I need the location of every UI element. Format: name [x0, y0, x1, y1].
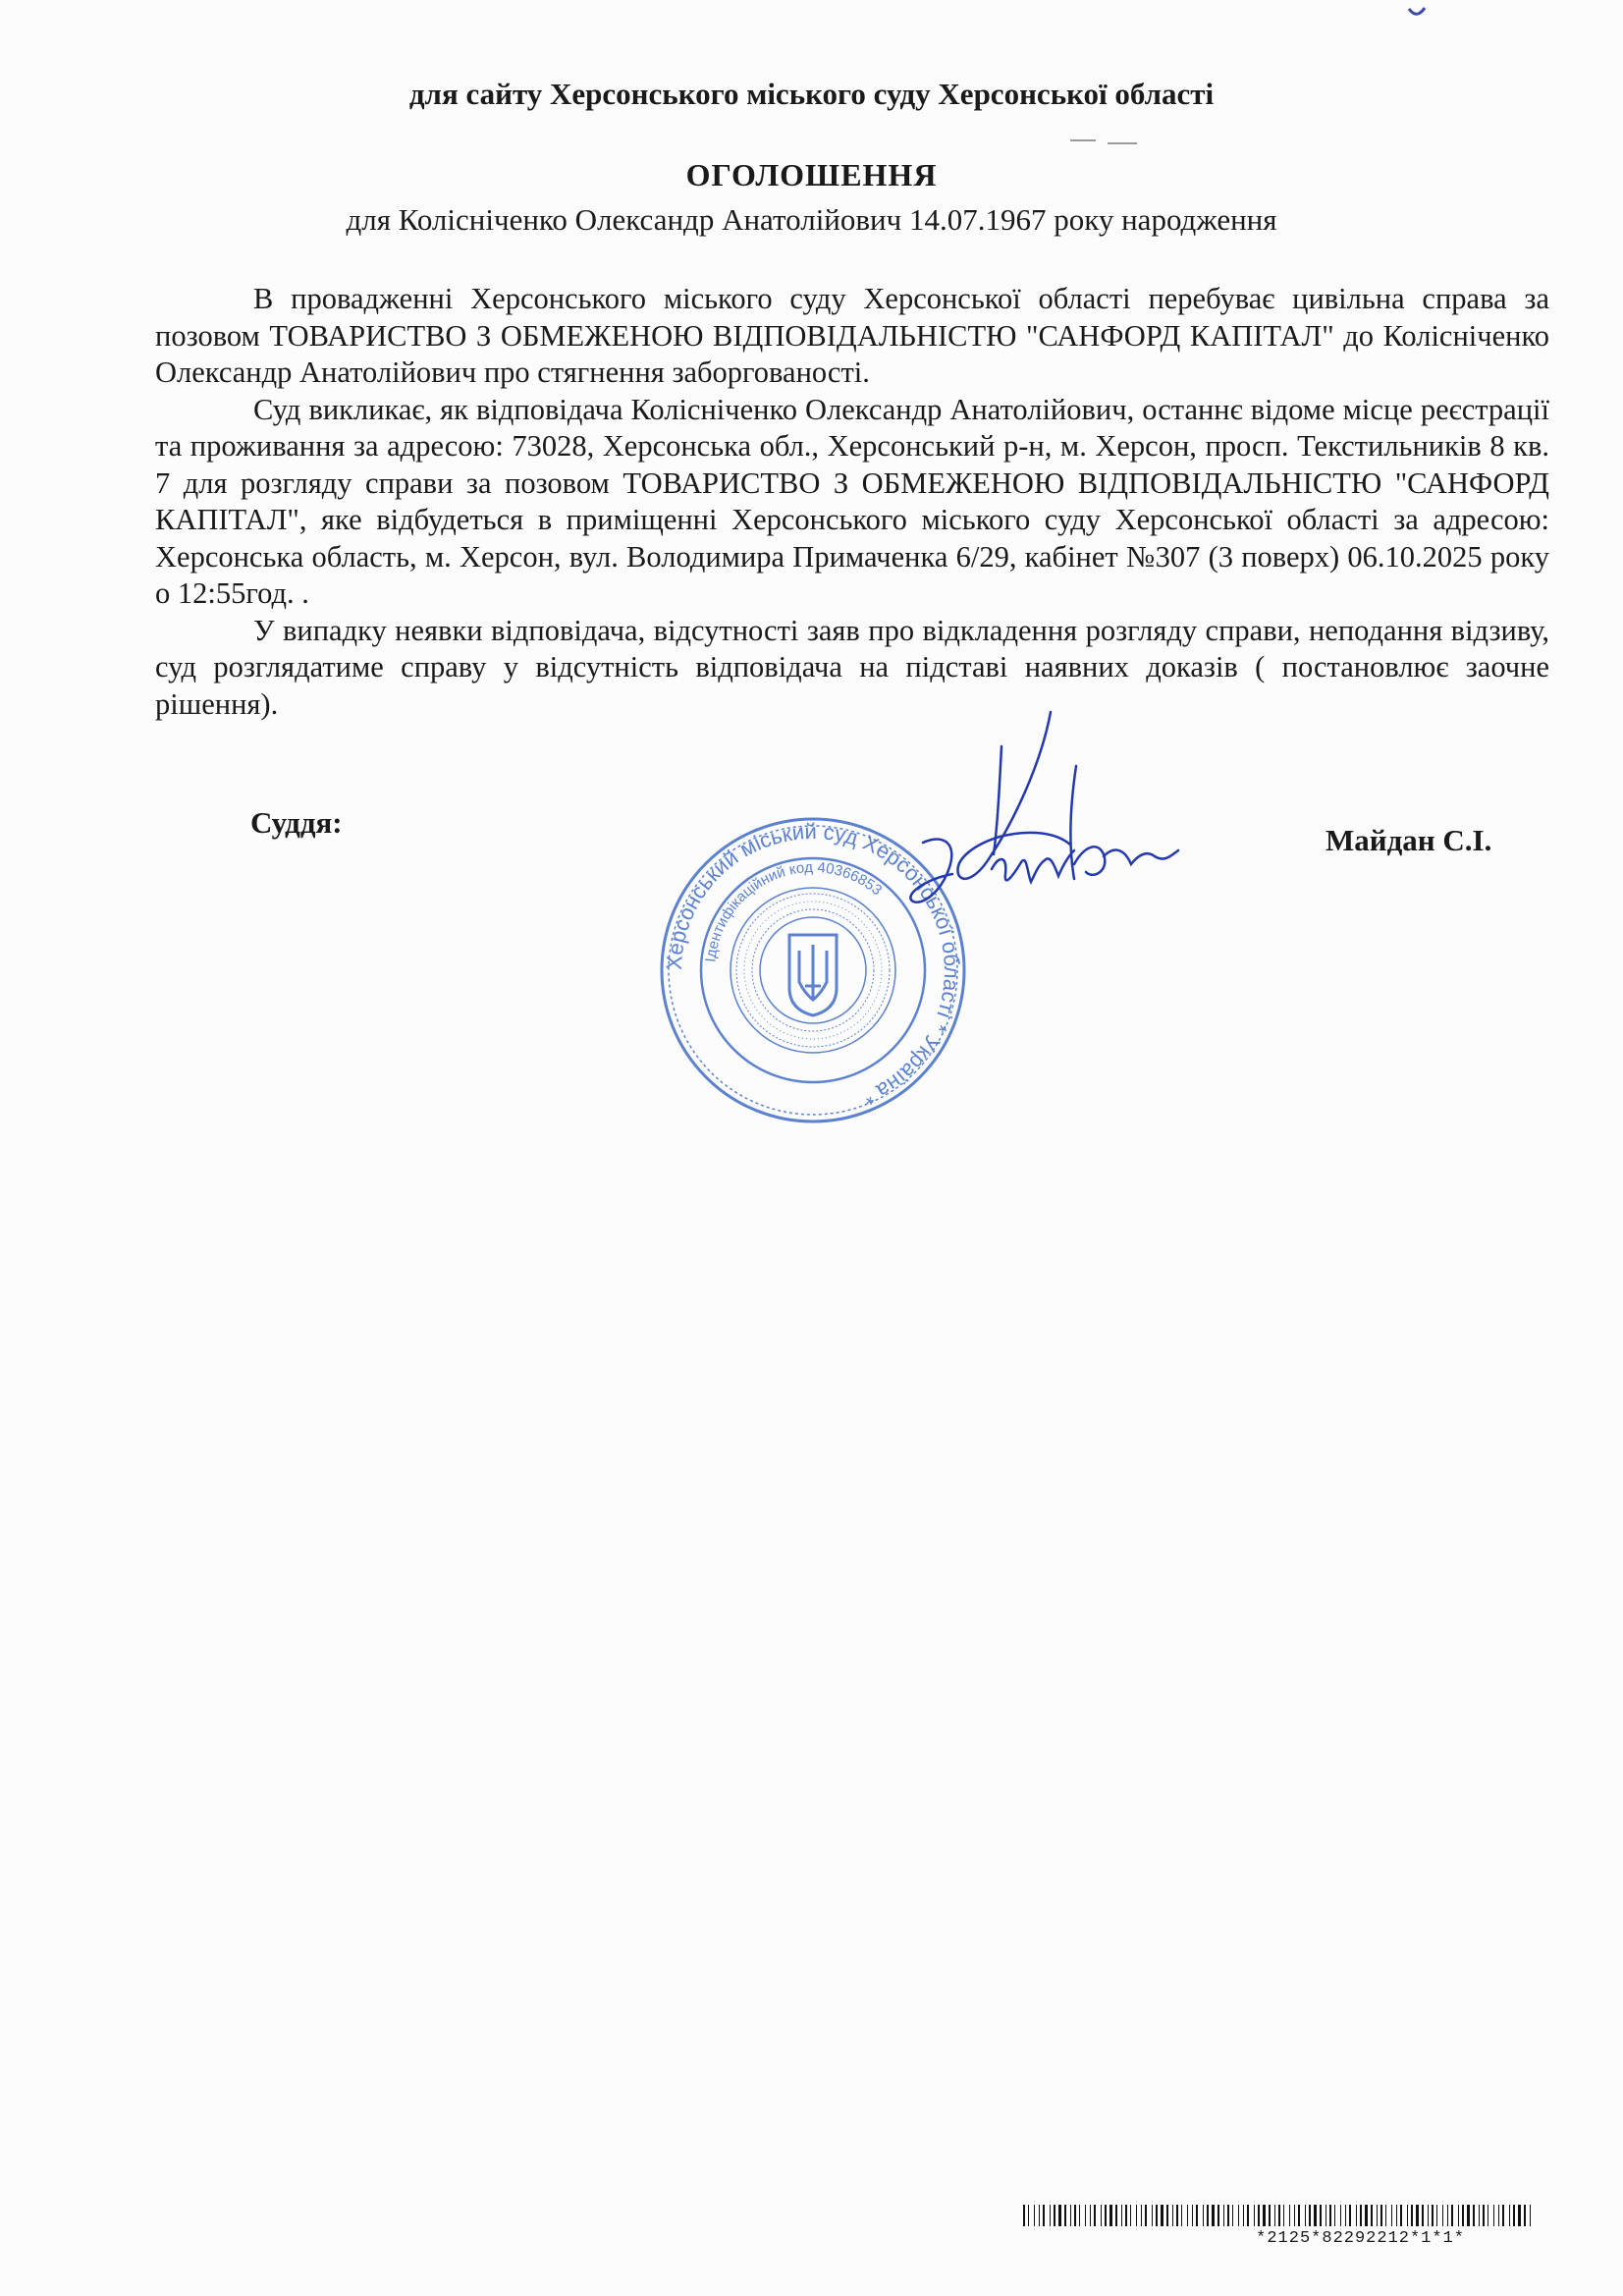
paragraph-absence: У випадку неявки відповідача, відсутності заяв про відкладення розгляду справи, неподання відзиву, суд розглядатиме справу у відсутність відповідача на підставі наявних доказів ( постановлює заочне рішення).: [155, 613, 1549, 721]
scan-ink-mark: [1407, 6, 1427, 20]
paragraph-case: В провадженні Херсонського міського суду Херсонської області перебуває цивільна справа за позовом ТОВАРИСТВО З ОБМЕЖЕНОЮ ВІДПОВІДАЛЬНІСТЮ "САНФОРД КАПІТАЛ" до Колісніченко Олександр Анатолійович про стягнення заборгованості.: [155, 282, 1549, 389]
document-title: ОГОЛОШЕННЯ: [685, 157, 938, 192]
paragraph-summons: Суд викликає, як відповідача Колісніченко Олександр Анатолійович, останнє відоме місце реєстрації та проживання за адресою: 73028, Херсонська обл., Херсонський р-н, м. Херсон, просп. Текстильників 8 кв. 7 для розгляду справи за позовом ТОВАРИСТВО З ОБМЕЖЕНОЮ ВІДПОВІДАЛЬНІСТЮ "САНФОРД КАПІТАЛ", яке відбудеться в приміщенні Херсонського міського суду Херсонської області за адресою: Херсонська область, м. Херсон, вул. Володимира Примаченка 6/29, кабінет №307 (3 поверх) 06.10.2025 року о 12:55год. .: [155, 392, 1549, 610]
barcode-text: *2125*82292212*1*1*: [1256, 2229, 1465, 2248]
judge-name: Майдан С.І.: [1325, 823, 1492, 857]
barcode-block: [1023, 2205, 1534, 2248]
header-note: для сайту Херсонського міського суду Херсонської області: [408, 77, 1215, 111]
judge-signature: [884, 707, 1217, 933]
seal-inner-text: Ідентифікаційний код 40366853: [702, 858, 886, 963]
scan-artifact: [1068, 136, 1139, 147]
barcode: [1023, 2205, 1534, 2226]
trident-emblem-icon: [789, 935, 837, 1015]
seal-outer-text: Херсонський міський суд Херсонської області * Україна *: [661, 818, 965, 1111]
document-body: [155, 281, 1549, 723]
document-subtitle: для Колісніченко Олександр Анатолійович 14.07.1967 року народження: [346, 202, 1277, 237]
judge-label: Суддя:: [250, 805, 343, 840]
svg-text:Ідентифікаційний код 40366853: [702, 859, 885, 963]
